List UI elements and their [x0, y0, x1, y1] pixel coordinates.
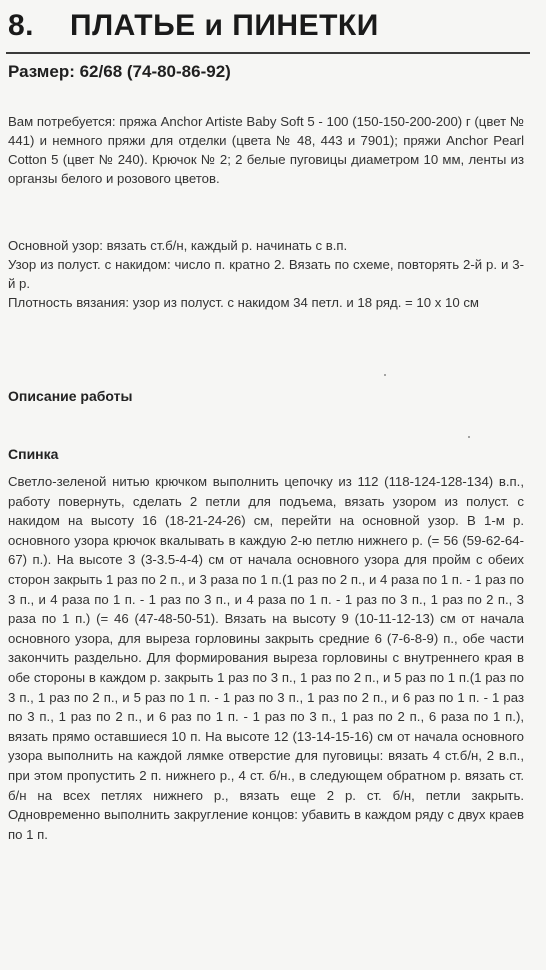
title-divider: [6, 52, 530, 54]
patterns-block: [8, 236, 524, 312]
scan-speck: [384, 374, 386, 376]
openwork-pattern-text: Узор из полуст. с накидом: число п. кратно 2. Вязать по схеме, повторять 2-й р. и 3-й р.: [8, 257, 524, 291]
materials-paragraph: Вам потребуется: пряжа Anchor Artiste Baby Soft 5 - 100 (150-150-200-200) г (цвет № 441) и немного пряжи для отделки (цвета № 48, 443 и 7901); пряжи Anchor Pearl Cotton 5 (цвет № 240). Крючок № 2; 2 белые пуговицы диаметром 10 мм, ленты из органзы белого и розового цветов.: [8, 114, 524, 186]
size-line: Размер: 62/68 (74-80-86-92): [8, 62, 231, 81]
back-heading: Спинка: [8, 446, 59, 462]
page-title: ПЛАТЬЕ и ПИНЕТКИ: [70, 9, 379, 42]
scan-speck: [468, 436, 470, 438]
back-instructions: Светло-зеленой нитью крючком выполнить цепочку из 112 (118-124-128-134) в.п., работу повернуть, сделать 2 петли для подъема, вязать узором из полуст. с накидом на высоту 16 (18-21-24-26) см, перейти на основной узор. В 1-м р. основного узора крючок вкалывать в каждую 2-ю петлю нижнего р. (= 56 (59-62-64-67) п.). На высоте 3 (3-3.5-4-4) см от начала основного узора для пройм с обеих сторон закрыть 1 раз по 2 п., и 3 раза по 1 п.(1 раз по 2 п., и 4 раза по 1 п. - 1 раз по 3 п., и 4 раза по 1 п. - 1 раз по 3 п., и 4 раза по 1 п. - 1 раз по 3 п., 1 раз по 2 п., 3 раза по 1 п.) (= 46 (47-48-50-51). Вязать на высоту 9 (10-11-12-13) см от начала основного узора, для выреза горловины закрыть средние 6 (7-6-8-9) п., обе части закончить раздельно. Для формирования выреза горловины с внутреннего края в обе стороны в каждом р. закрыть 1 раз по 3 п., 1 раз по 2 п., и 5 раз по 1 п.(1 раз по 3 п., 1 раз по 2 п., и 5 раз по 1 п. - 1 раз по 3 п., 1 раз по 2 п., и 6 раз по 1 п. - 1 раз по 3 п., 1 раз по 2 п., и 6 раз по 1 п. - 1 раз по 3 п., 1 раз по 2 п., 6 раза по 1 п.), вязать прямо оставшиеся 10 п. На высоте 12 (13-14-15-16) см от начала основного узора выполнить на каждой лямке отверстие для пуговицы: вязать 4 ст.б/н, 2 в.п., при этом пропустить 2 п. нижнего р., 4 ст. б/н., в следующем обратном р. вязать ст. б/н на всех петлях нижнего р., вязать еще 2 р. ст. б/н, петли закрыть. Одновременно выполнить закругление концов: убавить в каждом ряду с двух краев по 1 п.: [8, 474, 524, 842]
gauge-text: Плотность вязания: узор из полуст. с накидом 34 петл. и 18 ряд. = 10 х 10 см: [8, 295, 479, 310]
description-heading: Описание работы: [8, 388, 133, 404]
main-pattern-text: Основной узор: вязать ст.б/н, каждый р. начинать с в.п.: [8, 238, 348, 253]
title-row: [8, 4, 528, 48]
pattern-number: 8.: [8, 9, 35, 42]
